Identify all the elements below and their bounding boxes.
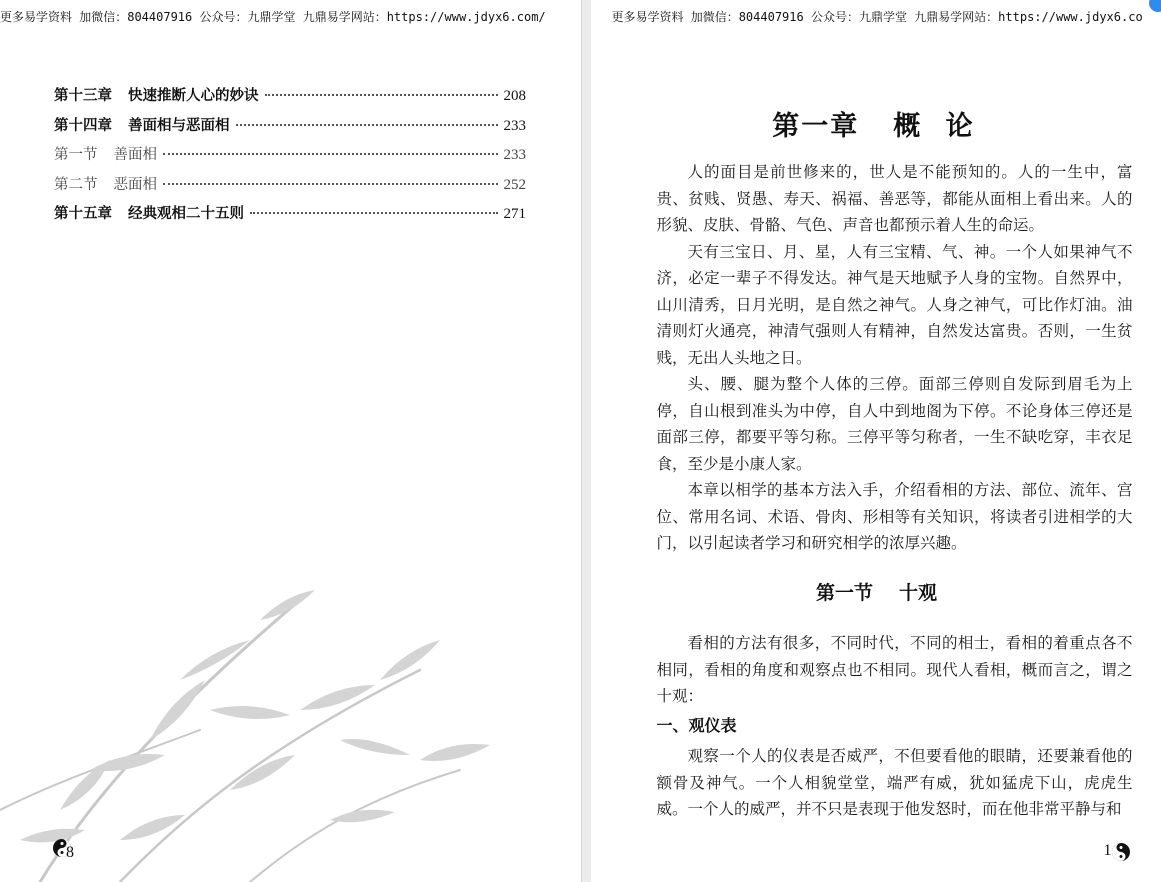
toc-title: 经典观相二十五则 — [128, 205, 244, 222]
toc-number: 第十五章 — [54, 205, 112, 222]
toc-row[interactable] — [54, 143, 526, 173]
toc-row[interactable] — [54, 202, 526, 232]
toc-row[interactable] — [54, 173, 526, 203]
toc-page: 233 — [503, 117, 526, 134]
paragraph: 人的面目是前世修来的，世人是不能预知的。人的一生中，富贵、贫贱、贤愚、寿天、祸福、善恶等，都能从面相上看出来。人的形貌、皮肤、骨骼、气色、声音也都预示着人生的命运。 — [656, 163, 1133, 234]
page-gutter — [582, 0, 592, 882]
toc-number: 第十三章 — [54, 87, 112, 104]
toc-title: 快速推断人心的妙诀 — [128, 87, 259, 104]
paragraph: 观察一个人的仪表是否威严，不但要看他的眼睛，还要兼看他的额骨及神气。一个人相貌堂堂，端严有威，犹如猛虎下山，虎虎生威。一个人的威严，并不只是表现于他发怒时，而在他非常平静与和 — [656, 747, 1133, 818]
toc-number: 第一节 — [54, 147, 98, 163]
section-title — [591, 578, 1161, 605]
toc-leader — [236, 124, 498, 126]
toc-title: 恶面相 — [113, 176, 157, 193]
page-number-left: 8 — [66, 844, 74, 861]
chapter-number: 第一章 — [772, 111, 860, 142]
toc-page: 208 — [503, 88, 526, 104]
watermark-left: 更多易学资料 加微信：804407916 公众号：九鼎学堂 九鼎易学网站：https://www.jdyx6.com/ — [0, 10, 546, 24]
paragraph: 本章以相学的基本方法入手，介绍看相的方法、部位、流年、宫位、常用名词、术语、骨肉、形相等有关知识，将读者引进相学的大门，以引起读者学习和研究相学的浓厚兴趣。 — [656, 481, 1133, 552]
toc-leader — [163, 183, 498, 185]
toc-row[interactable] — [54, 114, 526, 144]
table-of-contents — [54, 84, 526, 232]
toc-title: 善面相 — [113, 147, 157, 163]
toc-number: 第二节 — [54, 176, 98, 193]
toc-page: 252 — [503, 176, 526, 193]
toc-title: 善面相与恶面相 — [128, 116, 230, 134]
toc-page: 233 — [503, 147, 526, 163]
toc-row[interactable] — [54, 84, 526, 114]
toc-page: 271 — [503, 206, 526, 222]
paragraph: 头、腰、腿为整个人体的三停。面部三停则自发际到眉毛为上停，自山根到准头为中停，自人中到地阁为下停。不论身体三停还是面部三停，都要平等匀称。三停平等匀称者，一生不缺吃穿，丰衣足食，至少是小康人家。 — [656, 375, 1133, 473]
section-name: 十观 — [898, 582, 937, 604]
paragraph: 看相的方法有很多，不同时代，不同的相士，看相的着重点各不相同，看相的角度和观察点也不相同。现代人看相，概而言之，谓之十观： — [656, 634, 1133, 705]
chapter-title — [591, 104, 1161, 143]
toc-number: 第十四章 — [54, 116, 112, 134]
yin-yang-icon — [1111, 842, 1131, 862]
toc-leader — [265, 94, 498, 96]
section-text — [656, 630, 1132, 710]
toc-leader — [250, 212, 498, 214]
section-number: 第一节 — [815, 582, 873, 604]
subheading: 一、观仪表 — [656, 716, 737, 735]
badge-icon[interactable] — [1149, 0, 1161, 12]
bamboo-illustration — [0, 560, 581, 882]
intro-text — [656, 159, 1132, 557]
watermark-right: 更多易学资料 加微信：804407916 公众号：九鼎学堂 九鼎易学网站：https://www.jdyx6.co — [611, 10, 1143, 24]
toc-leader — [163, 153, 498, 155]
subhead-text — [656, 743, 1132, 823]
chapter-name: 概 论 — [893, 111, 981, 142]
right-page — [591, 0, 1161, 882]
page-number-right: 1 — [1103, 842, 1112, 859]
paragraph: 天有三宝日、月、星，人有三宝精、气、神。一个人如果神气不济，必定一辈子不得发达。神气是天地赋予人身的宝物。自然界中，山川清秀，日月光明，是自然之神气。人身之神气，可比作灯油。油清则灯火通亮，神清气强则人有精神，自然发达富贵。否则，一生贫贱，无出人头地之日。 — [656, 242, 1133, 367]
